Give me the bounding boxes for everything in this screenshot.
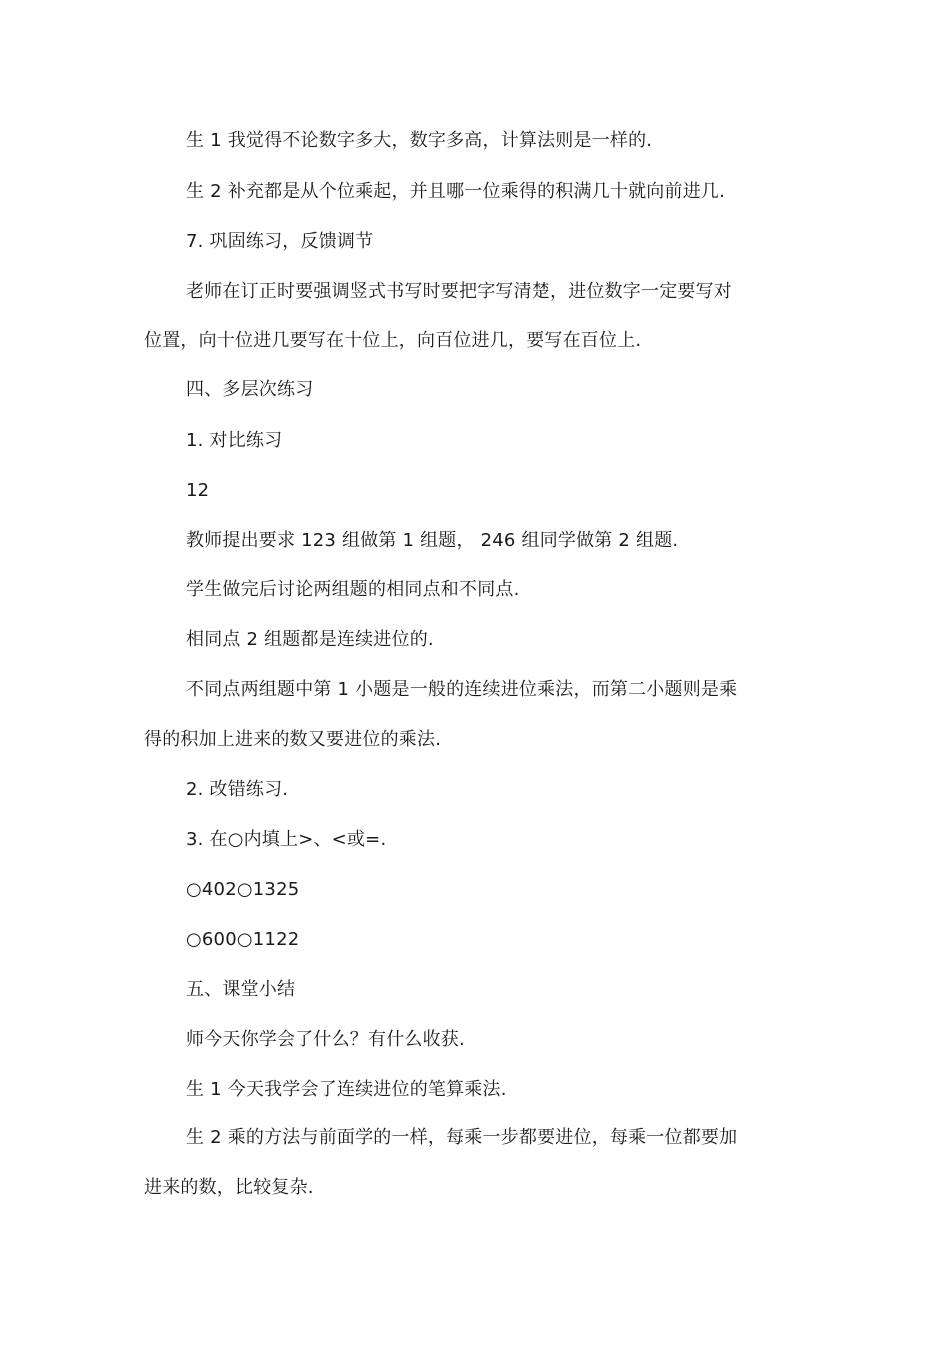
section-heading: 五、课堂小结	[186, 979, 296, 1000]
paragraph-line: 相同点 2 组题都是连续进位的.	[186, 629, 434, 650]
paragraph-line: 位置，向十位进几要写在十位上，向百位进几，要写在百位上.	[144, 330, 642, 351]
paragraph-line: 12	[186, 480, 210, 501]
paragraph-line: 生 1 我觉得不论数字多大，数字多高，计算法则是一样的.	[186, 130, 653, 151]
section-heading: 7. 巩固练习，反馈调节	[186, 231, 374, 252]
paragraph-line: 不同点两组题中第 1 小题是一般的连续进位乘法，而第二小题则是乘	[186, 679, 738, 700]
subsection-heading: 1. 对比练习	[186, 430, 283, 451]
subsection-heading: 3. 在○内填上>、<或=.	[186, 829, 387, 850]
exercise-line: ○402○1325	[186, 879, 300, 900]
paragraph-line: 生 1 今天我学会了连续进位的笔算乘法.	[186, 1079, 507, 1100]
subsection-heading: 2. 改错练习.	[186, 779, 289, 800]
paragraph-line: 进来的数，比较复杂.	[144, 1177, 314, 1198]
paragraph-line: 生 2 乘的方法与前面学的一样，每乘一步都要进位，每乘一位都要加	[186, 1127, 738, 1148]
section-heading: 四、多层次练习	[186, 379, 314, 400]
paragraph-line: 生 2 补充都是从个位乘起，并且哪一位乘得的积满几十就向前进几.	[186, 181, 726, 202]
paragraph-line: 得的积加上进来的数又要进位的乘法.	[144, 729, 442, 750]
paragraph-line: 老师在订正时要强调竖式书写时要把字写清楚，进位数字一定要写对	[186, 281, 732, 302]
exercise-line: ○600○1122	[186, 929, 300, 950]
paragraph-line: 师今天你学会了什么？有什么收获.	[186, 1029, 465, 1050]
paragraph-line: 学生做完后讨论两组题的相同点和不同点.	[186, 579, 520, 600]
paragraph-line: 教师提出要求 123 组做第 1 组题， 246 组同学做第 2 组题.	[186, 530, 679, 551]
